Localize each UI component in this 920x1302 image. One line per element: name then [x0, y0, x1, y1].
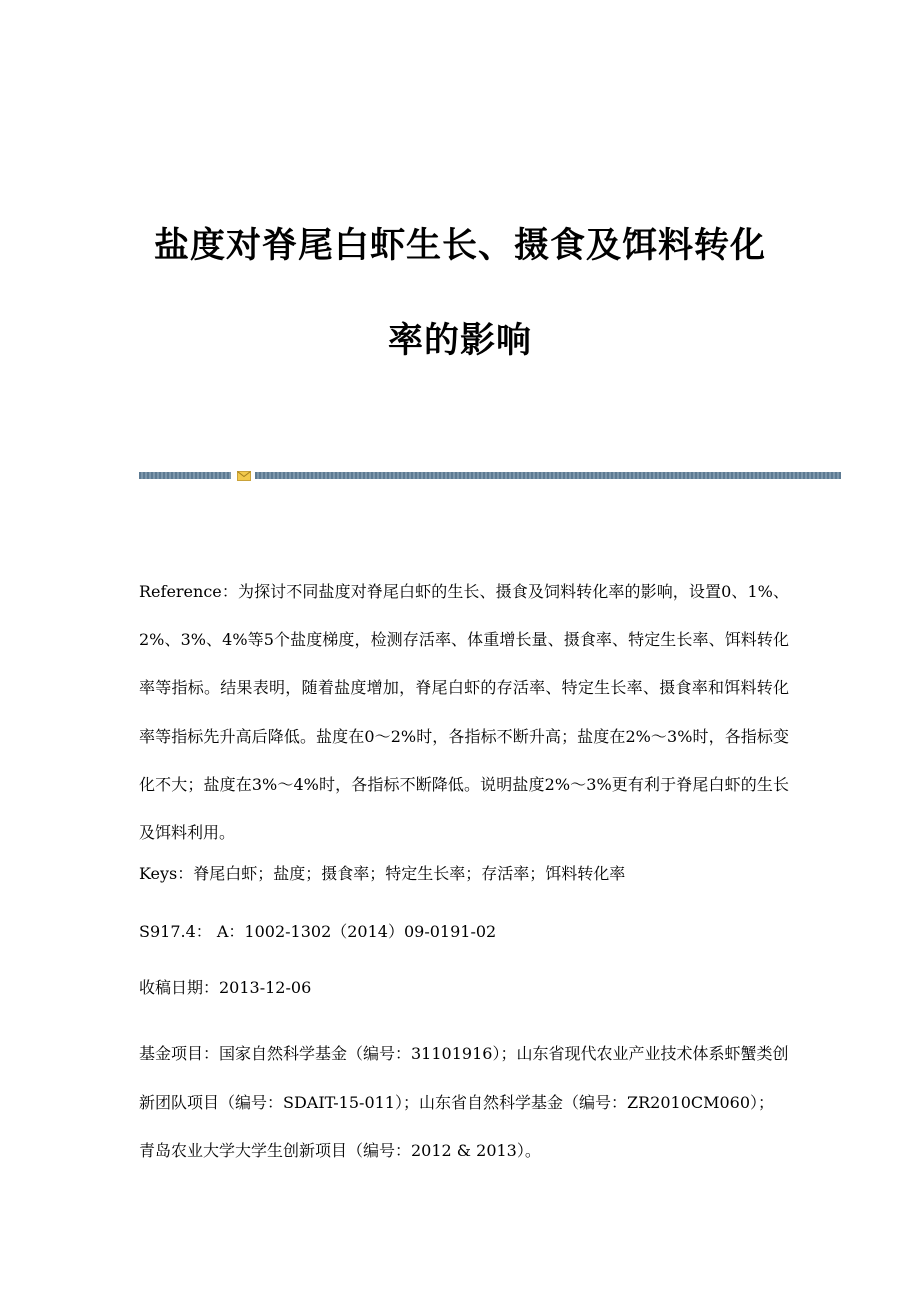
fund-paragraph: 基金项目：国家自然科学基金（编号：31101916）；山东省现代农业产业技术体系虾蟹类创新团队项目（编号：SDAIT-15-011）；山东省自然科学基金（编号：ZR2010CM060）；青岛农业大学大学生创新项目（编号：2012 & 2013）。: [139, 1044, 789, 1160]
divider-bar-right: [255, 472, 841, 479]
envelope-icon: [237, 471, 251, 481]
title-divider: [139, 471, 841, 481]
abstract-paragraph: Reference：为探讨不同盐度对脊尾白虾的生长、摄食及饲料转化率的影响，设置0、1%、2%、3%、4%等5个盐度梯度，检测存活率、体重增长量、摄食率、特定生长率、饵料转化率等指标。结果表明，随着盐度增加，脊尾白虾的存活率、特定生长率、摄食率和饵料转化率等指标先升高后降低。盐度在0～2%时，各指标不断升高；盐度在2%～3%时，各指标变化不大；盐度在3%～4%时，各指标不断降低。说明盐度2%～3%更有利于脊尾白虾的生长及饵料利用。: [139, 582, 789, 843]
divider-bar-left: [139, 472, 231, 479]
paper-title-line-2: 率的影响: [387, 321, 532, 361]
keywords-line: Keys：脊尾白虾；盐度；摄食率；特定生长率；存活率；饵料转化率: [139, 864, 626, 883]
paper-title-line-1: 盐度对脊尾白虾生长、摄食及饵料转化: [153, 226, 766, 266]
received-date-line: 收稿日期：2013-12-06: [139, 978, 312, 997]
classification-line: S917.4： A：1002-1302（2014）09-0191-02: [139, 922, 497, 941]
